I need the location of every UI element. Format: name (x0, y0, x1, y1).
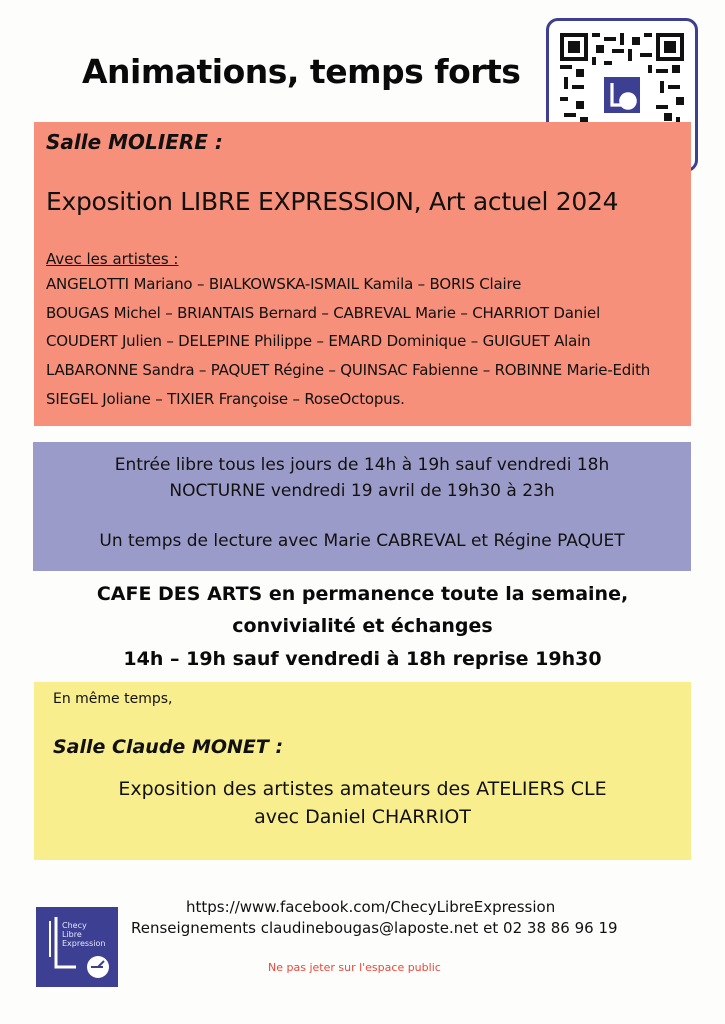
logo-text: Checy Libre Expression (62, 921, 106, 948)
facebook-link[interactable]: https://www.facebook.com/ChecyLibreExpression (186, 898, 556, 916)
litter-notice: Ne pas jeter sur l'espace public (268, 961, 441, 974)
nocturne-line: NOCTURNE vendredi 19 avril de 19h30 à 23h (169, 481, 555, 501)
monet-section (34, 682, 691, 860)
artists-heading: Avec les artistes : (46, 250, 179, 268)
exhibition-title: Exposition LIBRE EXPRESSION, Art actuel 2024 (46, 187, 619, 216)
artist-list-line: LABARONNE Sandra – PAQUET Régine – QUINSAC Fabienne – ROBINNE Marie-Edith (46, 361, 651, 379)
cafe-line-3: 14h – 19h sauf vendredi à 18h reprise 19h30 (123, 648, 602, 670)
artist-list-line: COUDERT Julien – DELEPINE Philippe – EMARD Dominique – GUIGUET Alain (46, 332, 591, 350)
moliere-section (34, 122, 691, 426)
artist-list-line: SIEGEL Joliane – TIXIER Françoise – RoseOctopus. (46, 390, 405, 408)
monet-exhibition-line: Exposition des artistes amateurs des ATELIERS CLE (118, 778, 607, 800)
contact-line: Renseignements claudinebougas@laposte.net et 02 38 86 96 19 (131, 919, 618, 937)
monet-artist-line: avec Daniel CHARRIOT (254, 806, 471, 828)
artist-list-line: ANGELOTTI Mariano – BIALKOWSKA-ISMAIL Kamila – BORIS Claire (46, 275, 522, 293)
moliere-room-heading: Salle MOLIERE : (46, 130, 223, 154)
monet-intro: En même temps, (53, 691, 173, 707)
page-title: Animations, temps forts (82, 52, 521, 91)
opening-hours: Entrée libre tous les jours de 14h à 19h sauf vendredi 18h (114, 455, 610, 475)
reading-line: Un temps de lecture avec Marie CABREVAL et Régine PAQUET (99, 531, 625, 551)
cle-logo (36, 907, 118, 987)
artist-list-line: BOUGAS Michel – BRIANTAIS Bernard – CABREVAL Marie – CHARRIOT Daniel (46, 304, 601, 322)
cafe-line-2: convivialité et échanges (232, 615, 493, 637)
monet-room-heading: Salle Claude MONET : (53, 736, 284, 758)
cafe-line-1: CAFE DES ARTS en permanence toute la semaine, (96, 583, 629, 605)
